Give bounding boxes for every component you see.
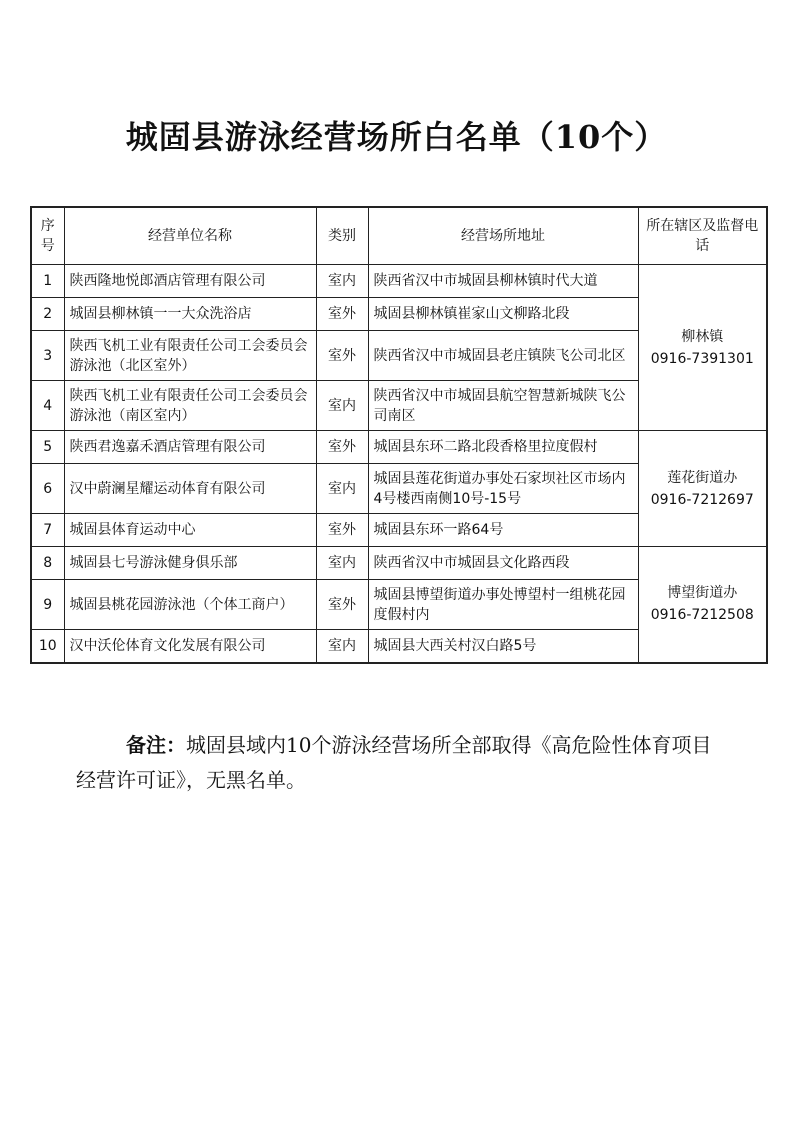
district-cell	[638, 265, 767, 431]
row-type: 室外	[316, 331, 368, 381]
row-name: 城固县七号游泳健身俱乐部	[64, 547, 316, 580]
row-name: 陕西君逸嘉禾酒店管理有限公司	[64, 431, 316, 464]
footnote-text: 城固县域内10个游泳经营场所全部取得《高危险性体育项目经营许可证》，无黑名单。	[76, 733, 712, 792]
row-address: 陕西省汉中市城固县柳林镇时代大道	[368, 265, 638, 298]
row-type: 室内	[316, 547, 368, 580]
table-row	[31, 547, 767, 580]
page-title: 城固县游泳经营场所白名单（10个）	[125, 118, 668, 156]
row-address: 城固县大西关村汉白路5号	[368, 630, 638, 663]
row-name: 城固县柳林镇一一大众洗浴店	[64, 298, 316, 331]
row-address: 陕西省汉中市城固县文化路西段	[368, 547, 638, 580]
row-type: 室外	[316, 431, 368, 464]
row-type: 室外	[316, 580, 368, 630]
row-address: 城固县东环一路64号	[368, 514, 638, 547]
row-index: 7	[31, 514, 64, 547]
district-phone: 0916-7212508	[650, 607, 754, 624]
row-index: 6	[31, 464, 64, 514]
header-name: 经营单位名称	[64, 207, 316, 265]
row-type: 室内	[316, 265, 368, 298]
row-index: 1	[31, 265, 64, 298]
row-name: 汉中蔚澜星耀运动体育有限公司	[64, 464, 316, 514]
row-name: 陕西飞机工业有限责任公司工会委员会游泳池（北区室外）	[64, 331, 316, 381]
table-header-row	[31, 207, 767, 265]
district-cell	[638, 547, 767, 663]
row-index: 8	[31, 547, 64, 580]
row-index: 5	[31, 431, 64, 464]
row-index: 3	[31, 331, 64, 381]
row-index: 4	[31, 381, 64, 431]
row-address: 城固县柳林镇崔家山文柳路北段	[368, 298, 638, 331]
footnote	[76, 728, 726, 798]
row-type: 室外	[316, 514, 368, 547]
row-address: 陕西省汉中市城固县老庄镇陕飞公司北区	[368, 331, 638, 381]
header-address: 经营场所地址	[368, 207, 638, 265]
row-address: 城固县博望街道办事处博望村一组桃花园度假村内	[368, 580, 638, 630]
row-name: 城固县体育运动中心	[64, 514, 316, 547]
row-address: 城固县莲花街道办事处石家坝社区市场内4号楼西南侧10号-15号	[368, 464, 638, 514]
row-address: 陕西省汉中市城固县航空智慧新城陕飞公司南区	[368, 381, 638, 431]
row-name: 城固县桃花园游泳池（个体工商户）	[64, 580, 316, 630]
table-row	[31, 431, 767, 464]
district-name: 博望街道办	[667, 585, 738, 602]
footnote-label: 备注：	[126, 733, 186, 757]
district-name: 柳林镇	[681, 328, 724, 345]
district-phone: 0916-7212697	[650, 491, 754, 508]
row-type: 室内	[316, 630, 368, 663]
row-name: 陕西飞机工业有限责任公司工会委员会游泳池（南区室内）	[64, 381, 316, 431]
row-type: 室内	[316, 381, 368, 431]
row-index: 9	[31, 580, 64, 630]
header-index: 序号	[31, 207, 64, 265]
row-address: 城固县东环二路北段香格里拉度假村	[368, 431, 638, 464]
header-phone: 所在辖区及监督电话	[638, 207, 767, 265]
district-phone: 0916-7391301	[650, 350, 754, 367]
whitelist-table	[30, 206, 768, 664]
district-cell	[638, 431, 767, 547]
table-row	[31, 265, 767, 298]
row-type: 室内	[316, 464, 368, 514]
row-name: 汉中沃伦体育文化发展有限公司	[64, 630, 316, 663]
header-type: 类别	[316, 207, 368, 265]
row-index: 10	[31, 630, 64, 663]
row-index: 2	[31, 298, 64, 331]
district-name: 莲花街道办	[667, 469, 738, 486]
row-name: 陕西隆地悦郎酒店管理有限公司	[64, 265, 316, 298]
row-type: 室外	[316, 298, 368, 331]
